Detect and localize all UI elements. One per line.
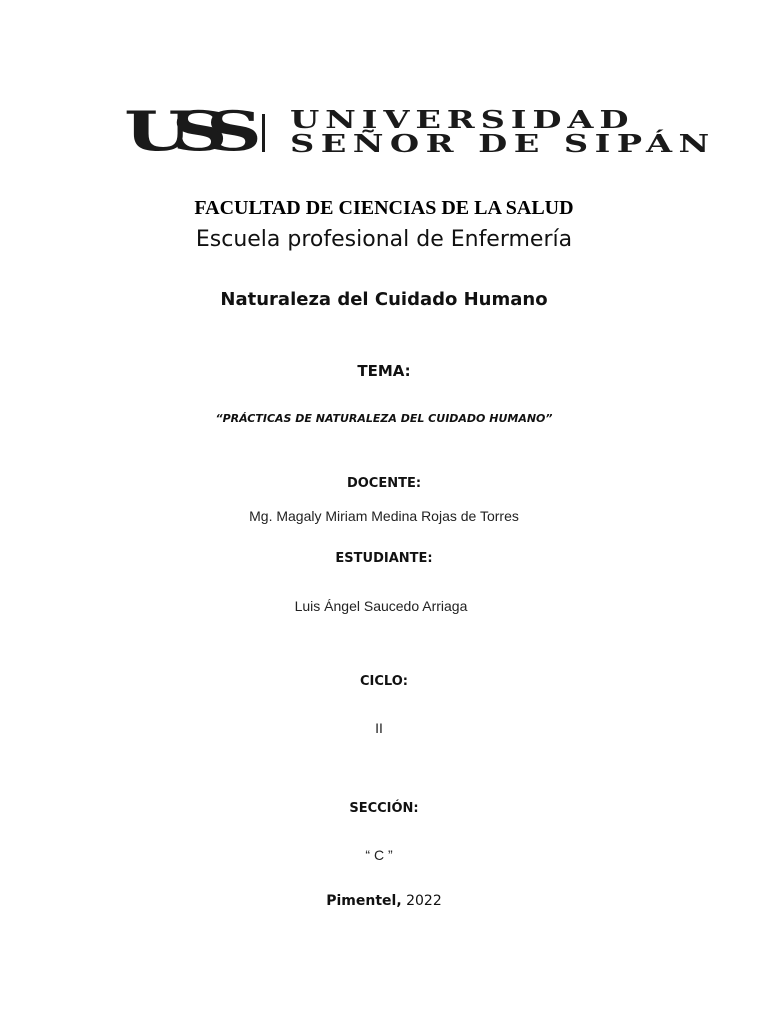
course-title: Naturaleza del Cuidado Humano	[220, 289, 548, 310]
logo-line-university: UNIVERSIDAD	[290, 105, 635, 134]
place-name: Pimentel,	[326, 893, 402, 909]
ciclo-label: CICLO:	[360, 674, 408, 689]
logo-separator	[262, 114, 265, 152]
logo-monogram: USS	[124, 99, 242, 163]
school-title: Escuela profesional de Enfermería	[195, 227, 573, 252]
tema-label: TEMA:	[357, 362, 411, 380]
tema-value: “PRÁCTICAS DE NATURALEZA DEL CUIDADO HUMANO”	[215, 412, 553, 425]
faculty-title: FACULTAD DE CIENCIAS DE LA SALUD	[194, 197, 574, 219]
estudiante-value: Luis Ángel Saucedo Arriaga	[294, 598, 468, 614]
estudiante-label: ESTUDIANTE:	[335, 551, 433, 566]
seccion-label: SECCIÓN:	[349, 801, 419, 816]
docente-label: DOCENTE:	[346, 476, 422, 491]
ciclo-value: II	[375, 720, 383, 736]
year: 2022	[406, 893, 442, 909]
logo-line-name: SEÑOR DE SIPÁN	[290, 129, 716, 158]
place-date	[0, 891, 768, 911]
docente-value: Mg. Magaly Miriam Medina Rojas de Torres	[249, 508, 519, 524]
university-logo	[124, 99, 716, 163]
seccion-value: “ C ”	[365, 847, 393, 863]
